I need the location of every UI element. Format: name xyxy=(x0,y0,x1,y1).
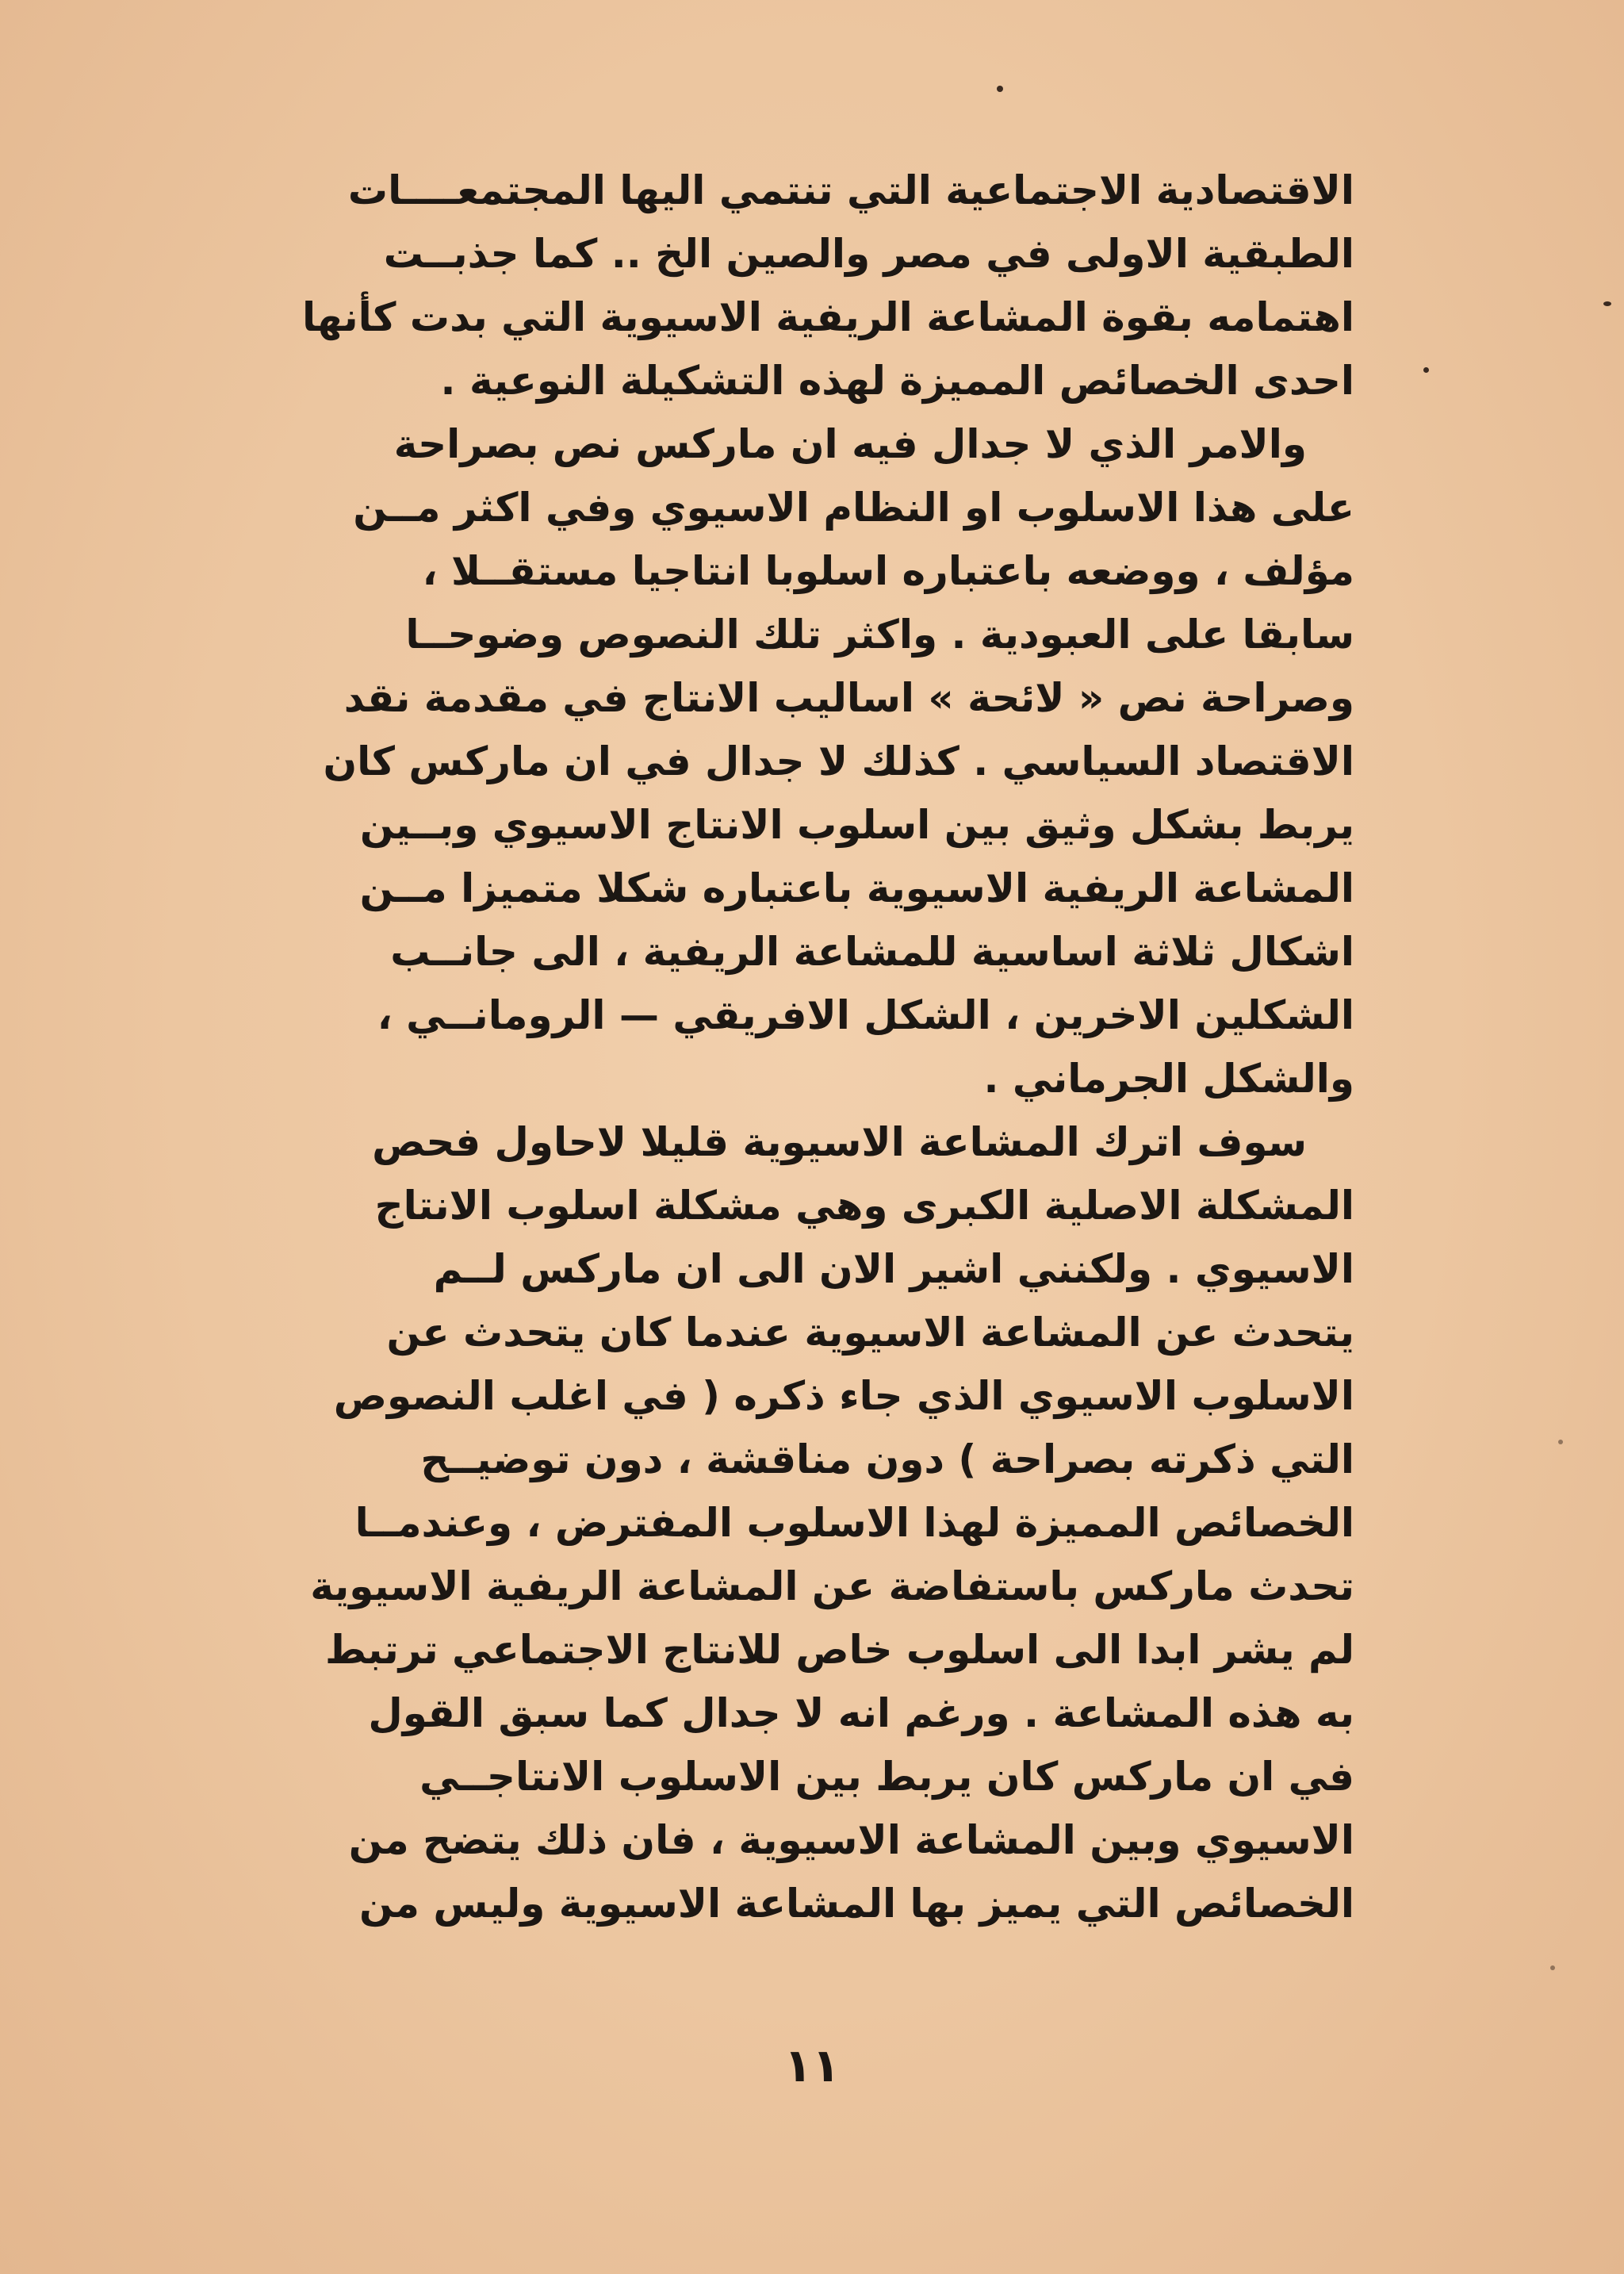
dust-speck xyxy=(1603,301,1611,306)
text-line: يتحدث عن المشاعة الاسيوية عندما كان يتحدث عن xyxy=(386,1310,1354,1356)
dust-speck xyxy=(1558,1440,1563,1444)
text-line: يربط بشكل وثيق بين اسلوب الانتاج الاسيوي وبــين xyxy=(359,802,1354,848)
text-line: لم يشر ابدا الى اسلوب خاص للانتاج الاجتماعي ترتبط xyxy=(325,1627,1354,1673)
text-line: احدى الخصائص المميزة لهذه التشكيلة النوعية . xyxy=(440,358,1354,404)
text-line: على هذا الاسلوب او النظام الاسيوي وفي اكثر مــن xyxy=(353,485,1354,531)
text-line: الخصائص المميزة لهذا الاسلوب المفترض ، وعندمــا xyxy=(354,1500,1354,1546)
text-line: تحدث ماركس باستفاضة عن المشاعة الريفية الاسيوية xyxy=(310,1563,1354,1609)
text-line: اشكال ثلاثة اساسية للمشاعة الريفية ، الى جانــب xyxy=(390,929,1354,975)
text-line: الاسلوب الاسيوي الذي جاء ذكره ( في اغلب النصوص xyxy=(333,1373,1354,1419)
text-line: والشكل الجرماني . xyxy=(983,1056,1354,1102)
text-line: الشكلين الاخرين ، الشكل الافريقي — الرومانــي ، xyxy=(377,992,1354,1038)
text-line: الاسيوي وبين المشاعة الاسيوية ، فان ذلك يتضح من xyxy=(348,1817,1354,1863)
body-text xyxy=(213,159,1354,1935)
text-line: الاقتصاد السياسي . كذلك لا جدال في ان ماركس كان xyxy=(323,738,1354,784)
page-number: ١١ xyxy=(783,2038,841,2092)
dust-speck xyxy=(1423,367,1429,373)
text-line: الاسيوي . ولكنني اشير الان الى ان ماركس لــم xyxy=(433,1246,1354,1292)
text-line: وصراحة نص « لائحة » اساليب الانتاج في مقدمة نقد xyxy=(343,675,1354,721)
text-line: اهتمامه بقوة المشاعة الريفية الاسيوية التي بدت كأنها xyxy=(302,294,1354,340)
text-line: في ان ماركس كان يربط بين الاسلوب الانتاجــي xyxy=(419,1754,1354,1800)
paragraph-1 xyxy=(213,159,1354,412)
text-line: الطبقية الاولى في مصر والصين الخ .. كما جذبــت xyxy=(383,231,1354,277)
text-line: الخصائص التي يميز بها المشاعة الاسيوية وليس من xyxy=(359,1881,1354,1927)
text-line: سابقا على العبودية . واكثر تلك النصوص وضوحــا xyxy=(405,612,1354,658)
text-line: والامر الذي لا جدال فيه ان ماركس نص بصراحة xyxy=(393,421,1307,467)
dust-speck xyxy=(1550,1965,1555,1970)
text-line: المشاعة الريفية الاسيوية باعتباره شكلا متميزا مــن xyxy=(359,865,1354,911)
text-line: مؤلف ، ووضعه باعتباره اسلوبا انتاجيا مستقــلا ، xyxy=(422,548,1354,594)
text-line: التي ذكرته بصراحة ) دون مناقشة ، دون توضيــح xyxy=(420,1436,1354,1482)
text-line: به هذه المشاعة . ورغم انه لا جدال كما سبق القول xyxy=(368,1690,1354,1736)
text-line: المشكلة الاصلية الكبرى وهي مشكلة اسلوب الانتاج xyxy=(374,1183,1354,1229)
paragraph-2 xyxy=(213,412,1354,1110)
paragraph-3 xyxy=(213,1110,1354,1935)
text-line: سوف اترك المشاعة الاسيوية قليلا لاحاول فحص xyxy=(372,1119,1307,1165)
dust-speck xyxy=(997,86,1003,92)
text-line: الاقتصادية الاجتماعية التي تنتمي اليها المجتمعــــات xyxy=(347,167,1354,213)
